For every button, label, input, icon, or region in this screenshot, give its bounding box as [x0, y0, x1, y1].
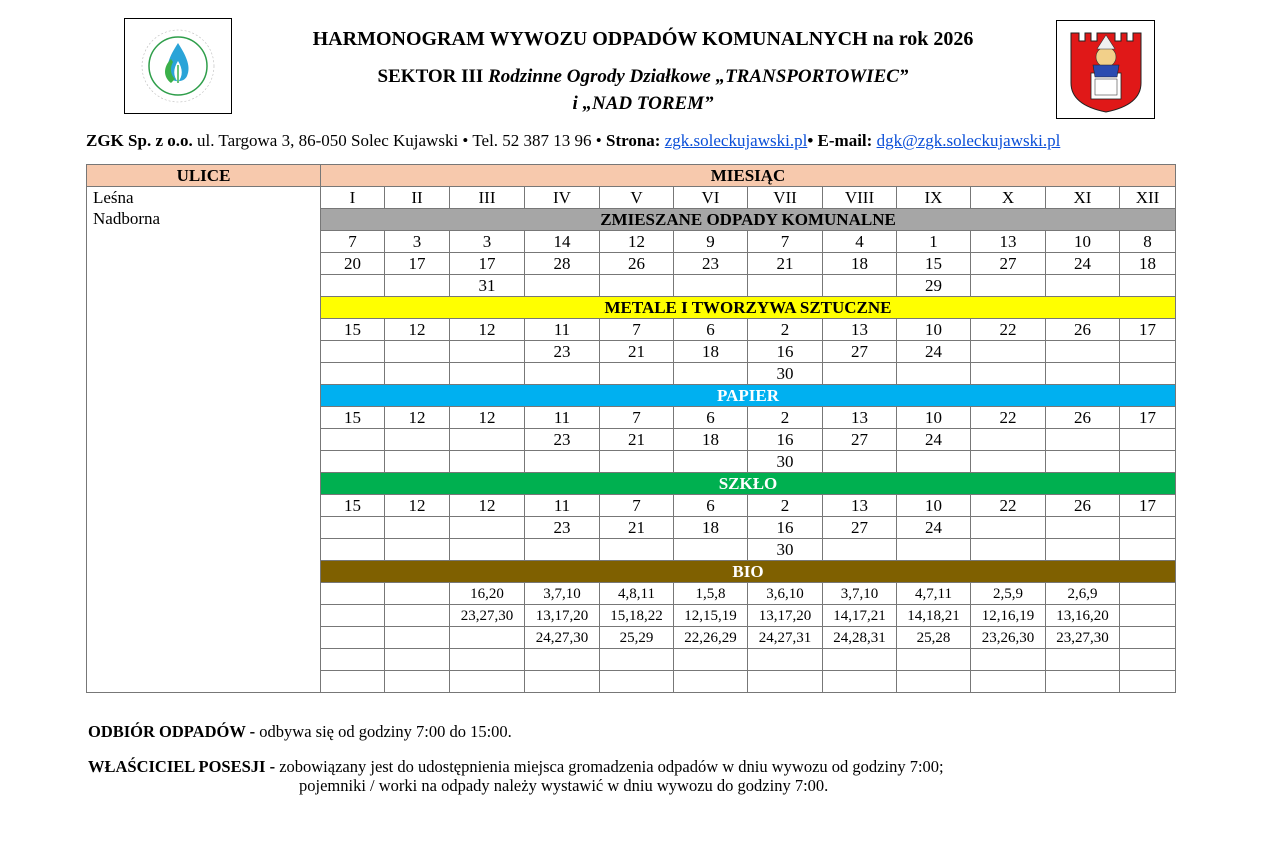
date-cell — [1046, 539, 1120, 561]
date-cell — [1046, 341, 1120, 363]
date-cell — [674, 275, 748, 297]
date-cell — [321, 649, 385, 671]
date-cell: 12 — [450, 495, 525, 517]
date-cell — [525, 671, 600, 693]
date-cell — [823, 363, 897, 385]
section-title: PAPIER — [321, 385, 1176, 407]
date-cell — [450, 517, 525, 539]
date-cell — [674, 671, 748, 693]
date-cell: 13,16,20 — [1046, 605, 1120, 627]
date-cell — [1120, 275, 1176, 297]
date-cell: 16 — [748, 341, 823, 363]
date-cell — [450, 341, 525, 363]
date-cell: 12 — [385, 495, 450, 517]
contact-line — [86, 131, 1060, 151]
month-label: II — [385, 187, 450, 209]
date-cell — [674, 539, 748, 561]
date-cell: 21 — [748, 253, 823, 275]
date-cell — [971, 363, 1046, 385]
date-cell — [971, 671, 1046, 693]
sector-name: Rodzinne Ogrody Działkowe „TRANSPORTOWIEC” — [488, 66, 909, 87]
date-cell — [1120, 341, 1176, 363]
street-name: Nadborna — [93, 209, 161, 228]
date-cell — [971, 275, 1046, 297]
date-cell: 3,6,10 — [748, 583, 823, 605]
date-cell — [450, 539, 525, 561]
owner-label: WŁAŚCICIEL POSESJI - — [88, 757, 276, 776]
section-title: SZKŁO — [321, 473, 1176, 495]
date-cell — [321, 451, 385, 473]
date-cell — [674, 649, 748, 671]
date-cell: 18 — [674, 517, 748, 539]
month-label: XII — [1120, 187, 1176, 209]
date-cell — [385, 539, 450, 561]
date-cell: 11 — [525, 319, 600, 341]
date-cell — [321, 583, 385, 605]
date-cell: 17 — [1120, 407, 1176, 429]
date-cell: 12 — [385, 407, 450, 429]
date-cell — [321, 275, 385, 297]
date-cell: 7 — [748, 231, 823, 253]
date-cell — [1120, 649, 1176, 671]
date-cell: 24 — [897, 341, 971, 363]
date-cell: 14,17,21 — [823, 605, 897, 627]
owner-text: zobowiązany jest do udostępnienia miejsca gromadzenia odpadów w dniu wywozu od godziny 7:00; — [275, 757, 944, 776]
date-cell — [748, 275, 823, 297]
date-cell: 17 — [385, 253, 450, 275]
date-cell: 6 — [674, 407, 748, 429]
owner-note — [88, 757, 944, 777]
date-cell — [385, 517, 450, 539]
date-cell — [674, 451, 748, 473]
month-label: IX — [897, 187, 971, 209]
date-cell: 3,7,10 — [823, 583, 897, 605]
date-cell: 16 — [748, 517, 823, 539]
date-cell — [321, 605, 385, 627]
date-cell: 24,27,30 — [525, 627, 600, 649]
date-cell — [600, 649, 674, 671]
date-cell: 25,28 — [897, 627, 971, 649]
date-cell: 12 — [385, 319, 450, 341]
month-header: MIESIĄC — [321, 165, 1176, 187]
date-cell — [600, 363, 674, 385]
month-label: V — [600, 187, 674, 209]
date-cell: 13 — [823, 495, 897, 517]
date-cell — [1120, 429, 1176, 451]
pickup-note — [88, 722, 512, 742]
date-cell — [971, 649, 1046, 671]
date-cell — [385, 649, 450, 671]
date-cell: 30 — [748, 451, 823, 473]
date-cell: 12 — [600, 231, 674, 253]
month-row — [87, 187, 1176, 209]
date-cell — [971, 429, 1046, 451]
date-cell: 30 — [748, 539, 823, 561]
company-name: ZGK Sp. z o.o. — [86, 131, 193, 150]
date-cell: 22 — [971, 319, 1046, 341]
date-cell: 7 — [600, 319, 674, 341]
date-cell: 21 — [600, 517, 674, 539]
sector-title-line2: i „NAD TOREM” — [572, 93, 714, 114]
date-cell — [450, 649, 525, 671]
date-cell — [450, 627, 525, 649]
date-cell — [525, 539, 600, 561]
date-cell — [600, 451, 674, 473]
date-cell: 24 — [897, 517, 971, 539]
date-cell — [748, 671, 823, 693]
date-cell: 20 — [321, 253, 385, 275]
date-cell: 13 — [823, 407, 897, 429]
date-cell: 3,7,10 — [525, 583, 600, 605]
website-label: Strona: — [606, 131, 661, 150]
date-cell: 28 — [525, 253, 600, 275]
date-cell — [897, 363, 971, 385]
date-cell — [1120, 451, 1176, 473]
date-cell: 12 — [450, 407, 525, 429]
date-cell — [1120, 539, 1176, 561]
date-cell — [600, 671, 674, 693]
date-cell — [450, 429, 525, 451]
date-cell: 18 — [1120, 253, 1176, 275]
date-cell: 4,8,11 — [600, 583, 674, 605]
date-cell — [1046, 671, 1120, 693]
date-cell — [971, 451, 1046, 473]
date-cell — [600, 539, 674, 561]
date-cell: 23 — [525, 341, 600, 363]
date-cell: 11 — [525, 495, 600, 517]
date-cell: 15,18,22 — [600, 605, 674, 627]
date-cell — [321, 671, 385, 693]
date-cell: 13,17,20 — [748, 605, 823, 627]
date-cell: 10 — [897, 495, 971, 517]
date-cell: 16,20 — [450, 583, 525, 605]
date-cell — [321, 363, 385, 385]
date-cell — [450, 363, 525, 385]
date-cell: 26 — [1046, 495, 1120, 517]
date-cell: 2 — [748, 495, 823, 517]
date-cell: 18 — [674, 429, 748, 451]
month-label: VIII — [823, 187, 897, 209]
date-cell: 23,27,30 — [450, 605, 525, 627]
month-label: XI — [1046, 187, 1120, 209]
date-cell: 24,28,31 — [823, 627, 897, 649]
coat-of-arms-logo — [1056, 20, 1155, 119]
date-cell: 24 — [1046, 253, 1120, 275]
date-cell — [321, 517, 385, 539]
date-cell: 2,6,9 — [1046, 583, 1120, 605]
date-cell — [321, 341, 385, 363]
month-label: X — [971, 187, 1046, 209]
date-cell: 14,18,21 — [897, 605, 971, 627]
date-cell: 17 — [1120, 319, 1176, 341]
date-cell — [823, 451, 897, 473]
date-cell — [321, 429, 385, 451]
date-cell — [971, 341, 1046, 363]
date-cell — [897, 671, 971, 693]
section-title: ZMIESZANE ODPADY KOMUNALNE — [321, 209, 1176, 231]
date-cell: 23,27,30 — [1046, 627, 1120, 649]
page-title: HARMONOGRAM WYWOZU ODPADÓW KOMUNALNYCH na rok 2026 — [312, 28, 974, 50]
date-cell: 23 — [525, 429, 600, 451]
date-cell: 24,27,31 — [748, 627, 823, 649]
date-cell: 12,15,19 — [674, 605, 748, 627]
date-cell: 29 — [897, 275, 971, 297]
date-cell: 27 — [823, 517, 897, 539]
date-cell — [897, 539, 971, 561]
date-cell: 13,17,20 — [525, 605, 600, 627]
month-label: VII — [748, 187, 823, 209]
date-cell — [385, 341, 450, 363]
date-cell: 15 — [321, 407, 385, 429]
date-cell: 2 — [748, 319, 823, 341]
date-cell: 26 — [600, 253, 674, 275]
date-cell — [1046, 649, 1120, 671]
date-cell: 24 — [897, 429, 971, 451]
date-cell: 10 — [1046, 231, 1120, 253]
date-cell — [385, 451, 450, 473]
date-cell: 2,5,9 — [971, 583, 1046, 605]
date-cell: 17 — [450, 253, 525, 275]
streets-cell — [87, 187, 321, 693]
date-cell: 27 — [823, 429, 897, 451]
date-cell: 18 — [674, 341, 748, 363]
date-cell — [1046, 363, 1120, 385]
date-cell: 22 — [971, 495, 1046, 517]
date-cell: 7 — [600, 495, 674, 517]
date-cell: 25,29 — [600, 627, 674, 649]
date-cell: 4,7,11 — [897, 583, 971, 605]
date-cell: 10 — [897, 407, 971, 429]
date-cell: 9 — [674, 231, 748, 253]
date-cell — [321, 539, 385, 561]
date-cell — [971, 539, 1046, 561]
date-cell: 1,5,8 — [674, 583, 748, 605]
date-cell — [1120, 517, 1176, 539]
date-cell: 26 — [1046, 319, 1120, 341]
date-cell — [1120, 583, 1176, 605]
date-cell: 12,16,19 — [971, 605, 1046, 627]
date-cell — [321, 627, 385, 649]
streets-header: ULICE — [87, 165, 321, 187]
section-title: BIO — [321, 561, 1176, 583]
date-cell: 8 — [1120, 231, 1176, 253]
date-cell: 31 — [450, 275, 525, 297]
date-cell: 22 — [971, 407, 1046, 429]
date-cell — [385, 429, 450, 451]
date-cell — [525, 363, 600, 385]
company-address: ul. Targowa 3, 86-050 Solec Kujawski • Tel. 52 387 13 96 • — [192, 131, 606, 150]
date-cell: 30 — [748, 363, 823, 385]
date-cell: 23 — [525, 517, 600, 539]
date-cell — [450, 451, 525, 473]
month-label: VI — [674, 187, 748, 209]
date-cell: 15 — [321, 495, 385, 517]
date-cell: 21 — [600, 341, 674, 363]
date-cell — [1120, 627, 1176, 649]
date-cell — [823, 539, 897, 561]
street-name: Leśna — [93, 188, 134, 207]
date-cell: 1 — [897, 231, 971, 253]
date-cell — [1046, 451, 1120, 473]
date-cell: 4 — [823, 231, 897, 253]
date-cell: 15 — [897, 253, 971, 275]
date-cell — [1046, 275, 1120, 297]
date-cell: 7 — [600, 407, 674, 429]
date-cell — [674, 363, 748, 385]
date-cell — [748, 649, 823, 671]
date-cell — [385, 627, 450, 649]
date-cell — [385, 363, 450, 385]
sector-prefix: SEKTOR III — [377, 66, 489, 87]
date-cell: 15 — [321, 319, 385, 341]
date-cell — [1120, 605, 1176, 627]
date-cell — [385, 275, 450, 297]
date-cell — [600, 275, 674, 297]
date-cell: 23,26,30 — [971, 627, 1046, 649]
date-cell — [525, 275, 600, 297]
date-cell — [525, 451, 600, 473]
email-label: • E-mail: — [807, 131, 873, 150]
schedule-table — [86, 164, 1176, 693]
date-cell — [450, 671, 525, 693]
date-cell — [823, 649, 897, 671]
date-cell: 18 — [823, 253, 897, 275]
date-cell: 13 — [971, 231, 1046, 253]
owner-note-line2: pojemniki / worki na odpady należy wystawić w dniu wywozu do godziny 7:00. — [299, 776, 829, 795]
email-link[interactable]: dgk@zgk.soleckujawski.pl — [876, 131, 1061, 150]
date-cell — [1120, 671, 1176, 693]
month-label: I — [321, 187, 385, 209]
date-cell: 16 — [748, 429, 823, 451]
date-cell: 27 — [823, 341, 897, 363]
date-cell: 26 — [1046, 407, 1120, 429]
company-logo — [124, 18, 232, 114]
date-cell — [385, 605, 450, 627]
date-cell: 3 — [450, 231, 525, 253]
date-cell: 2 — [748, 407, 823, 429]
date-cell: 3 — [385, 231, 450, 253]
date-cell: 22,26,29 — [674, 627, 748, 649]
section-title: METALE I TWORZYWA SZTUCZNE — [321, 297, 1176, 319]
month-label: IV — [525, 187, 600, 209]
date-cell — [385, 671, 450, 693]
date-cell — [1120, 363, 1176, 385]
header-row — [87, 165, 1176, 187]
date-cell: 11 — [525, 407, 600, 429]
date-cell: 23 — [674, 253, 748, 275]
date-cell — [823, 275, 897, 297]
date-cell: 7 — [321, 231, 385, 253]
date-cell — [1046, 517, 1120, 539]
date-cell: 14 — [525, 231, 600, 253]
date-cell: 21 — [600, 429, 674, 451]
date-cell: 27 — [971, 253, 1046, 275]
date-cell: 12 — [450, 319, 525, 341]
date-cell — [897, 649, 971, 671]
sector-title — [230, 66, 1056, 88]
date-cell — [385, 583, 450, 605]
date-cell: 13 — [823, 319, 897, 341]
date-cell: 17 — [1120, 495, 1176, 517]
pickup-label: ODBIÓR ODPADÓW - — [88, 722, 256, 741]
website-link[interactable]: zgk.soleckujawski.pl — [664, 131, 808, 150]
date-cell: 6 — [674, 495, 748, 517]
date-cell — [971, 517, 1046, 539]
pickup-text: odbywa się od godziny 7:00 do 15:00. — [255, 722, 512, 741]
date-cell — [823, 671, 897, 693]
date-cell — [897, 451, 971, 473]
date-cell — [1046, 429, 1120, 451]
date-cell: 10 — [897, 319, 971, 341]
date-cell — [525, 649, 600, 671]
date-cell: 6 — [674, 319, 748, 341]
month-label: III — [450, 187, 525, 209]
